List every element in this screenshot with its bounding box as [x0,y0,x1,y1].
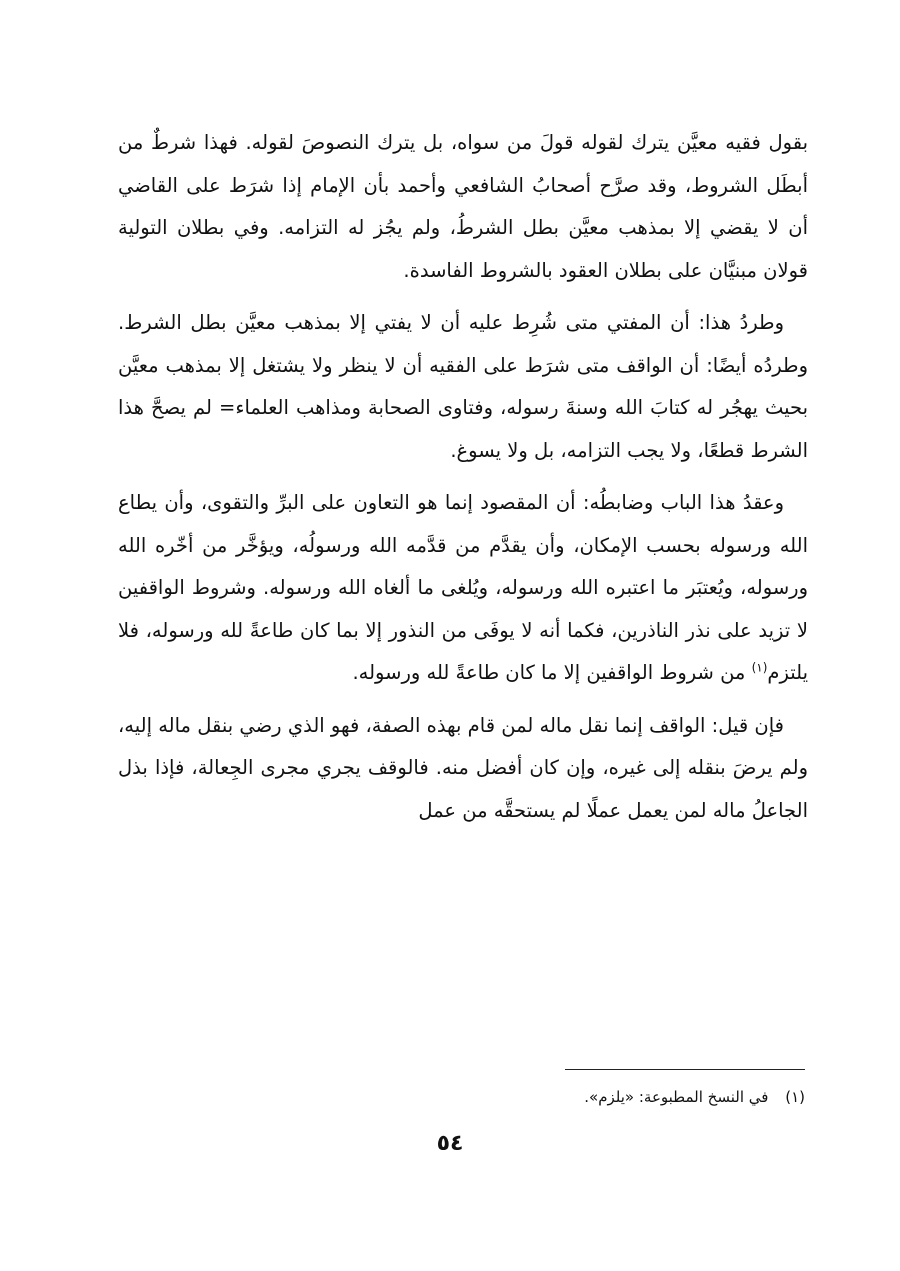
paragraph-3 [118,482,808,695]
paragraph-2: وطردُ هذا: أن المفتي متى شُرِط عليه أن لا يفتي إلا بمذهب معيَّن بطل الشرط. وطردُه أيضًا: أن الواقف متى شرَط على الفقيه أن لا ينظر ولا يشتغل إلا بمذهب معيَّن بحيث يهجُر له كتابَ الله وسنةَ رسوله، وفتاوى الصحابة ومذاهب العلماء= لم يصحَّ هذا الشرط قطعًا، ولا يجب التزامه، بل ولا يسوغ. [118,311,808,462]
footnote-number: (١) [785,1088,805,1106]
paragraph-3-text-before: وعقدُ هذا الباب وضابطُه: أن المقصود إنما هو التعاون على البرِّ والتقوى، وأن يطاع الله ورسوله بحسب الإمكان، وأن يقدَّم من قدَّمه الله ورسولُه، ويؤخَّر من أخّره الله ورسوله، ويُعتبَر ما اعتبره الله ورسوله، ويُلغى ما ألغاه الله ورسوله. وشروط الواقفين لا تزيد على نذر الناذرين، فكما أنه لا يوفَى من النذور إلا بما كان طاعةً لله ورسوله، فلا يلتزم [118,491,808,684]
paragraph-3-text-after: من شروط الواقفين إلا ما كان طاعةً لله ورسوله. [352,661,752,684]
page-number: ٥٤ [436,1131,464,1156]
footnote [400,1085,805,1109]
footnote-divider [565,1069,805,1070]
footnote-text: في النسخ المطبوعة: «يلزم». [584,1088,769,1106]
footnote-marker: (١) [751,660,768,675]
paragraph-4: فإن قيل: الواقف إنما نقل ماله لمن قام بهذه الصفة، فهو الذي رضي بنقل ماله إليه، ولم يرضَ بنقله إلى غيره، وإن كان أفضل منه. فالوقف يجري مجرى الجِعالة، فإذا بذل الجاعلُ ماله لمن يعمل عملًا لم يستحقَّه من عمل [118,713,808,822]
paragraph-1: بقول فقيه معيَّن يترك لقوله قولَ من سواه، بل يترك النصوصَ لقوله. فهذا شرطٌ من أبطَل الشروط، وقد صرَّح أصحابُ الشافعي وأحمد بأن الإمام إذا شرَط على القاضي أن لا يقضي إلا بمذهب معيَّن بطل الشرطُ، ولم يجُز له التزامه. وفي بطلان التولية قولان مبنيَّان على بطلان العقود بالشروط الفاسدة. [118,131,808,282]
main-text [118,122,808,842]
